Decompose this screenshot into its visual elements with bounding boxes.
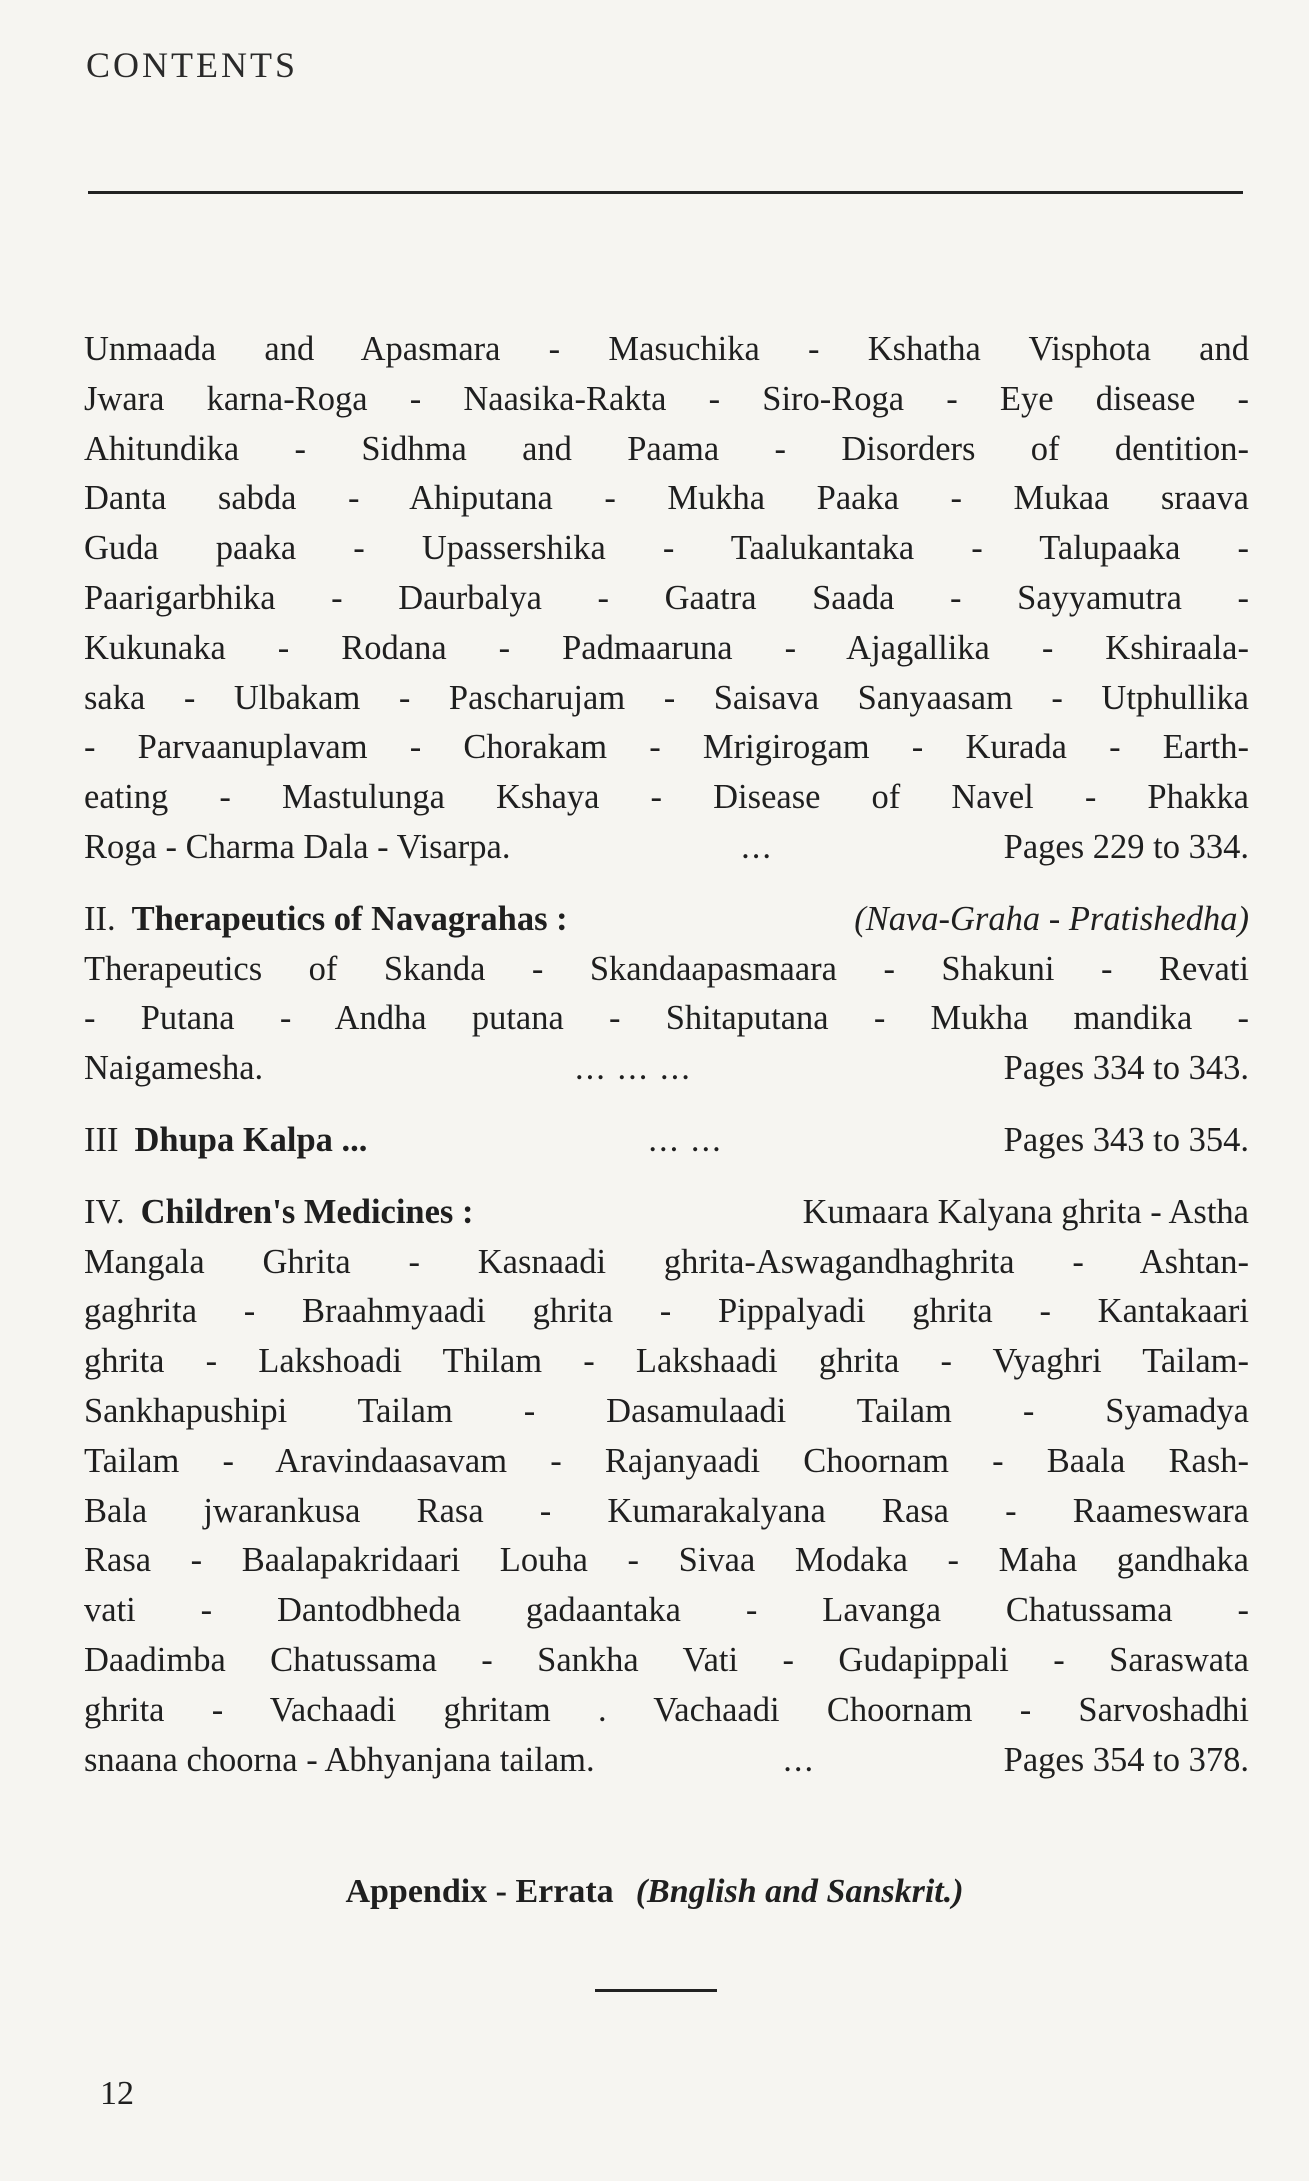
text-line: ghrita - Lakshoadi Thilam - Lakshaadi ghrita - Vyaghri Tailam- bbox=[84, 1342, 1249, 1381]
text-line: snaana choorna - Abhyanjana tailam. bbox=[84, 1740, 595, 1779]
section-1 bbox=[84, 325, 1249, 873]
text-line: Kukunaka - Rodana - Padmaaruna - Ajagallika - Kshiraala- bbox=[84, 628, 1249, 667]
section-4 bbox=[84, 1188, 1249, 1786]
text-line: - Parvaanuplavam - Chorakam - Mrigirogam - Kurada - Earth- bbox=[84, 728, 1249, 767]
closing-rule bbox=[595, 1989, 717, 1992]
header-rule bbox=[88, 191, 1243, 194]
text-line: Tailam - Aravindaasavam - Rajanyaadi Choornam - Baala Rash- bbox=[84, 1441, 1249, 1480]
text-line: gaghrita - Braahmyaadi ghrita - Pippalyadi ghrita - Kantakaari bbox=[84, 1292, 1249, 1331]
text-line: Unmaada and Apasmara - Masuchika - Kshatha Visphota and bbox=[84, 330, 1249, 368]
text-line: Sankhapushipi Tailam - Dasamulaadi Tailam - Syamadya bbox=[84, 1391, 1249, 1430]
page-header: CONTENTS bbox=[86, 45, 298, 85]
appendix-note: (Bnglish and Sanskrit.) bbox=[635, 1873, 964, 1910]
section-3 bbox=[84, 1116, 1249, 1166]
text-line: ghrita - Vachaadi ghritam . Vachaadi Choornam - Sarvoshadhi bbox=[84, 1690, 1249, 1729]
text-line: Rasa - Baalapakridaari Louha - Sivaa Modaka - Maha gandhaka bbox=[84, 1541, 1249, 1580]
leader-dots: ... ... ... bbox=[574, 1049, 692, 1088]
text-line: Kumaara Kalyana ghrita - Astha bbox=[802, 1192, 1249, 1231]
section-3-pages-line bbox=[84, 1116, 1249, 1166]
appendix-line bbox=[0, 1873, 1309, 1911]
text-line: Daadimba Chatussama - Sankha Vati - Gudapippali - Saraswata bbox=[84, 1640, 1249, 1679]
text-line: Mangala Ghrita - Kasnaadi ghrita-Aswagandhaghrita - Ashtan- bbox=[84, 1242, 1249, 1281]
section-number: III bbox=[84, 1120, 119, 1159]
text-line: saka - Ulbakam - Pascharujam - Saisava Sanyaasam - Utphullika bbox=[84, 678, 1249, 717]
page-number: 12 bbox=[100, 2075, 134, 2112]
leader-dots: ... bbox=[783, 1740, 816, 1779]
text-line: Guda paaka - Upassershika - Taalukantaka - Talupaaka - bbox=[84, 529, 1249, 568]
page-range: Pages 334 to 343. bbox=[1003, 1049, 1249, 1088]
text-line: Ahitundika - Sidhma and Paama - Disorders of dentition- bbox=[84, 429, 1249, 468]
leader-dots: ... bbox=[741, 827, 774, 866]
section-number: II. bbox=[84, 899, 116, 938]
text-line: Jwara karna-Roga - Naasika-Rakta - Siro-Roga - Eye disease - bbox=[84, 379, 1249, 418]
section-2-pages-line bbox=[84, 1044, 1249, 1094]
text-line: eating - Mastulunga Kshaya - Disease of Navel - Phakka bbox=[84, 778, 1249, 817]
section-2 bbox=[84, 895, 1249, 1094]
section-4-heading bbox=[84, 1188, 1249, 1238]
text-line: vati - Dantodbheda gadaantaka - Lavanga Chatussama - bbox=[84, 1591, 1249, 1630]
section-4-pages-line bbox=[84, 1736, 1249, 1786]
text-line: Bala jwarankusa Rasa - Kumarakalyana Rasa - Raameswara bbox=[84, 1491, 1249, 1530]
section-title: Dhupa Kalpa ... bbox=[134, 1120, 368, 1159]
section-title: Children's Medicines : bbox=[140, 1192, 474, 1231]
text-line: Therapeutics of Skanda - Skandaapasmaara - Shakuni - Revati bbox=[84, 949, 1249, 988]
text-line: - Putana - Andha putana - Shitaputana - Mukha mandika - bbox=[84, 999, 1249, 1038]
page-range: Pages 354 to 378. bbox=[1003, 1740, 1249, 1779]
section-subtitle: (Nava-Graha - Pratishedha) bbox=[854, 899, 1249, 938]
text-line: Naigamesha. bbox=[84, 1049, 264, 1088]
section-number: IV. bbox=[84, 1192, 125, 1231]
appendix-title: Appendix - Errata bbox=[345, 1873, 614, 1910]
contents-body bbox=[84, 325, 1249, 1785]
text-line: Roga - Charma Dala - Visarpa. bbox=[84, 827, 511, 866]
text-line: Paarigarbhika - Daurbalya - Gaatra Saada - Sayyamutra - bbox=[84, 578, 1249, 617]
section-title: Therapeutics of Navagrahas : bbox=[131, 899, 568, 938]
page-range: Pages 229 to 334. bbox=[1003, 827, 1249, 866]
page-range: Pages 343 to 354. bbox=[1003, 1120, 1249, 1159]
text-line: Danta sabda - Ahiputana - Mukha Paaka - Mukaa sraava bbox=[84, 479, 1249, 518]
section-2-heading bbox=[84, 895, 1249, 945]
leader-dots: ... ... bbox=[648, 1120, 723, 1159]
section-1-pages-line bbox=[84, 823, 1249, 873]
